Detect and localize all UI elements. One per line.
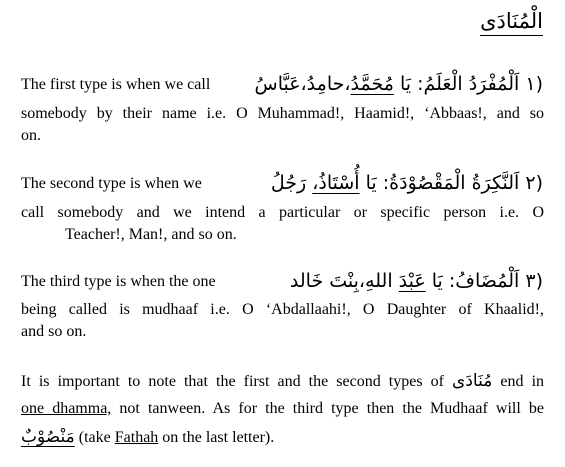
section1-example-underlined: مُحَمَّدُ — [350, 73, 394, 95]
note-fathah: Fathah — [114, 429, 159, 446]
note-line2 — [21, 398, 544, 420]
note-line2-rest: not tanween. As for the third type then the Mudhaaf will be — [119, 400, 545, 417]
note-text-start: It is important to note that the first and the second types of — [21, 373, 444, 390]
section1-line3: on. — [21, 127, 41, 144]
page-title: الْمُنَادَى — [480, 8, 543, 36]
section2-example-underlined: أُسْتَاذُ، — [312, 172, 360, 194]
section1-number: (١ — [525, 73, 543, 95]
note-line3-end: on the last letter). — [162, 429, 275, 446]
section1-arabic — [255, 73, 544, 95]
section2-example-post: رَجُلُ — [270, 172, 307, 194]
note-arabic-munada: مُنَادَى — [452, 371, 493, 391]
section3-line1: The third type is when the one — [21, 273, 216, 290]
section1-label: اَلْمُفْرَدُ الْعَلَمُ: — [417, 73, 520, 95]
note-line1 — [21, 370, 544, 393]
section1-line2: somebody by their name i.e. O Muhammad!, Haamid!, ‘Abbaas!, and so — [21, 105, 544, 122]
section1-example-post: ،حامِدُ،عَبَّاسُ — [254, 73, 351, 95]
section3-line3: and so on. — [21, 323, 87, 340]
note-line3 — [21, 426, 544, 449]
section1-example-pre: يَا — [399, 73, 412, 95]
section3-line2: being called is mudhaaf i.e. O ‘Abdallaahi!, O Daughter of Khaalid!, — [21, 301, 544, 318]
section3-number: (٣ — [525, 270, 543, 292]
section3-example-underlined: عَبْدَ — [398, 270, 426, 292]
note-one-dhamma: one dhamma, — [21, 400, 112, 417]
section2-label: اَلنَّكِرَةُ الْمَقْصُوْدَةُ: — [382, 172, 520, 194]
section2-number: (٢ — [525, 172, 543, 194]
section3-example-pre: يَا — [431, 270, 443, 292]
note-line3-mid: (take — [78, 429, 111, 446]
section2-arabic — [271, 172, 543, 194]
note-arabic-mansoob: مَنْصُوْبٌ — [21, 427, 75, 447]
section1-line1: The first type is when we call — [21, 76, 211, 93]
section2-line1: The second type is when we — [21, 175, 202, 192]
section3-arabic — [290, 270, 543, 292]
section2-example-pre: يَا — [365, 172, 377, 194]
note-text-end: end in — [500, 373, 545, 390]
section2-line2: call somebody and we intend a particular or specific person i.e. O — [21, 204, 544, 221]
section3-label: اَلْمُضَافُ: — [448, 270, 520, 292]
section2-line3: Teacher!, Man!, and so on. — [65, 226, 237, 243]
section3-example-post: اللهِ،بِنْتَ خَالد — [289, 270, 393, 292]
